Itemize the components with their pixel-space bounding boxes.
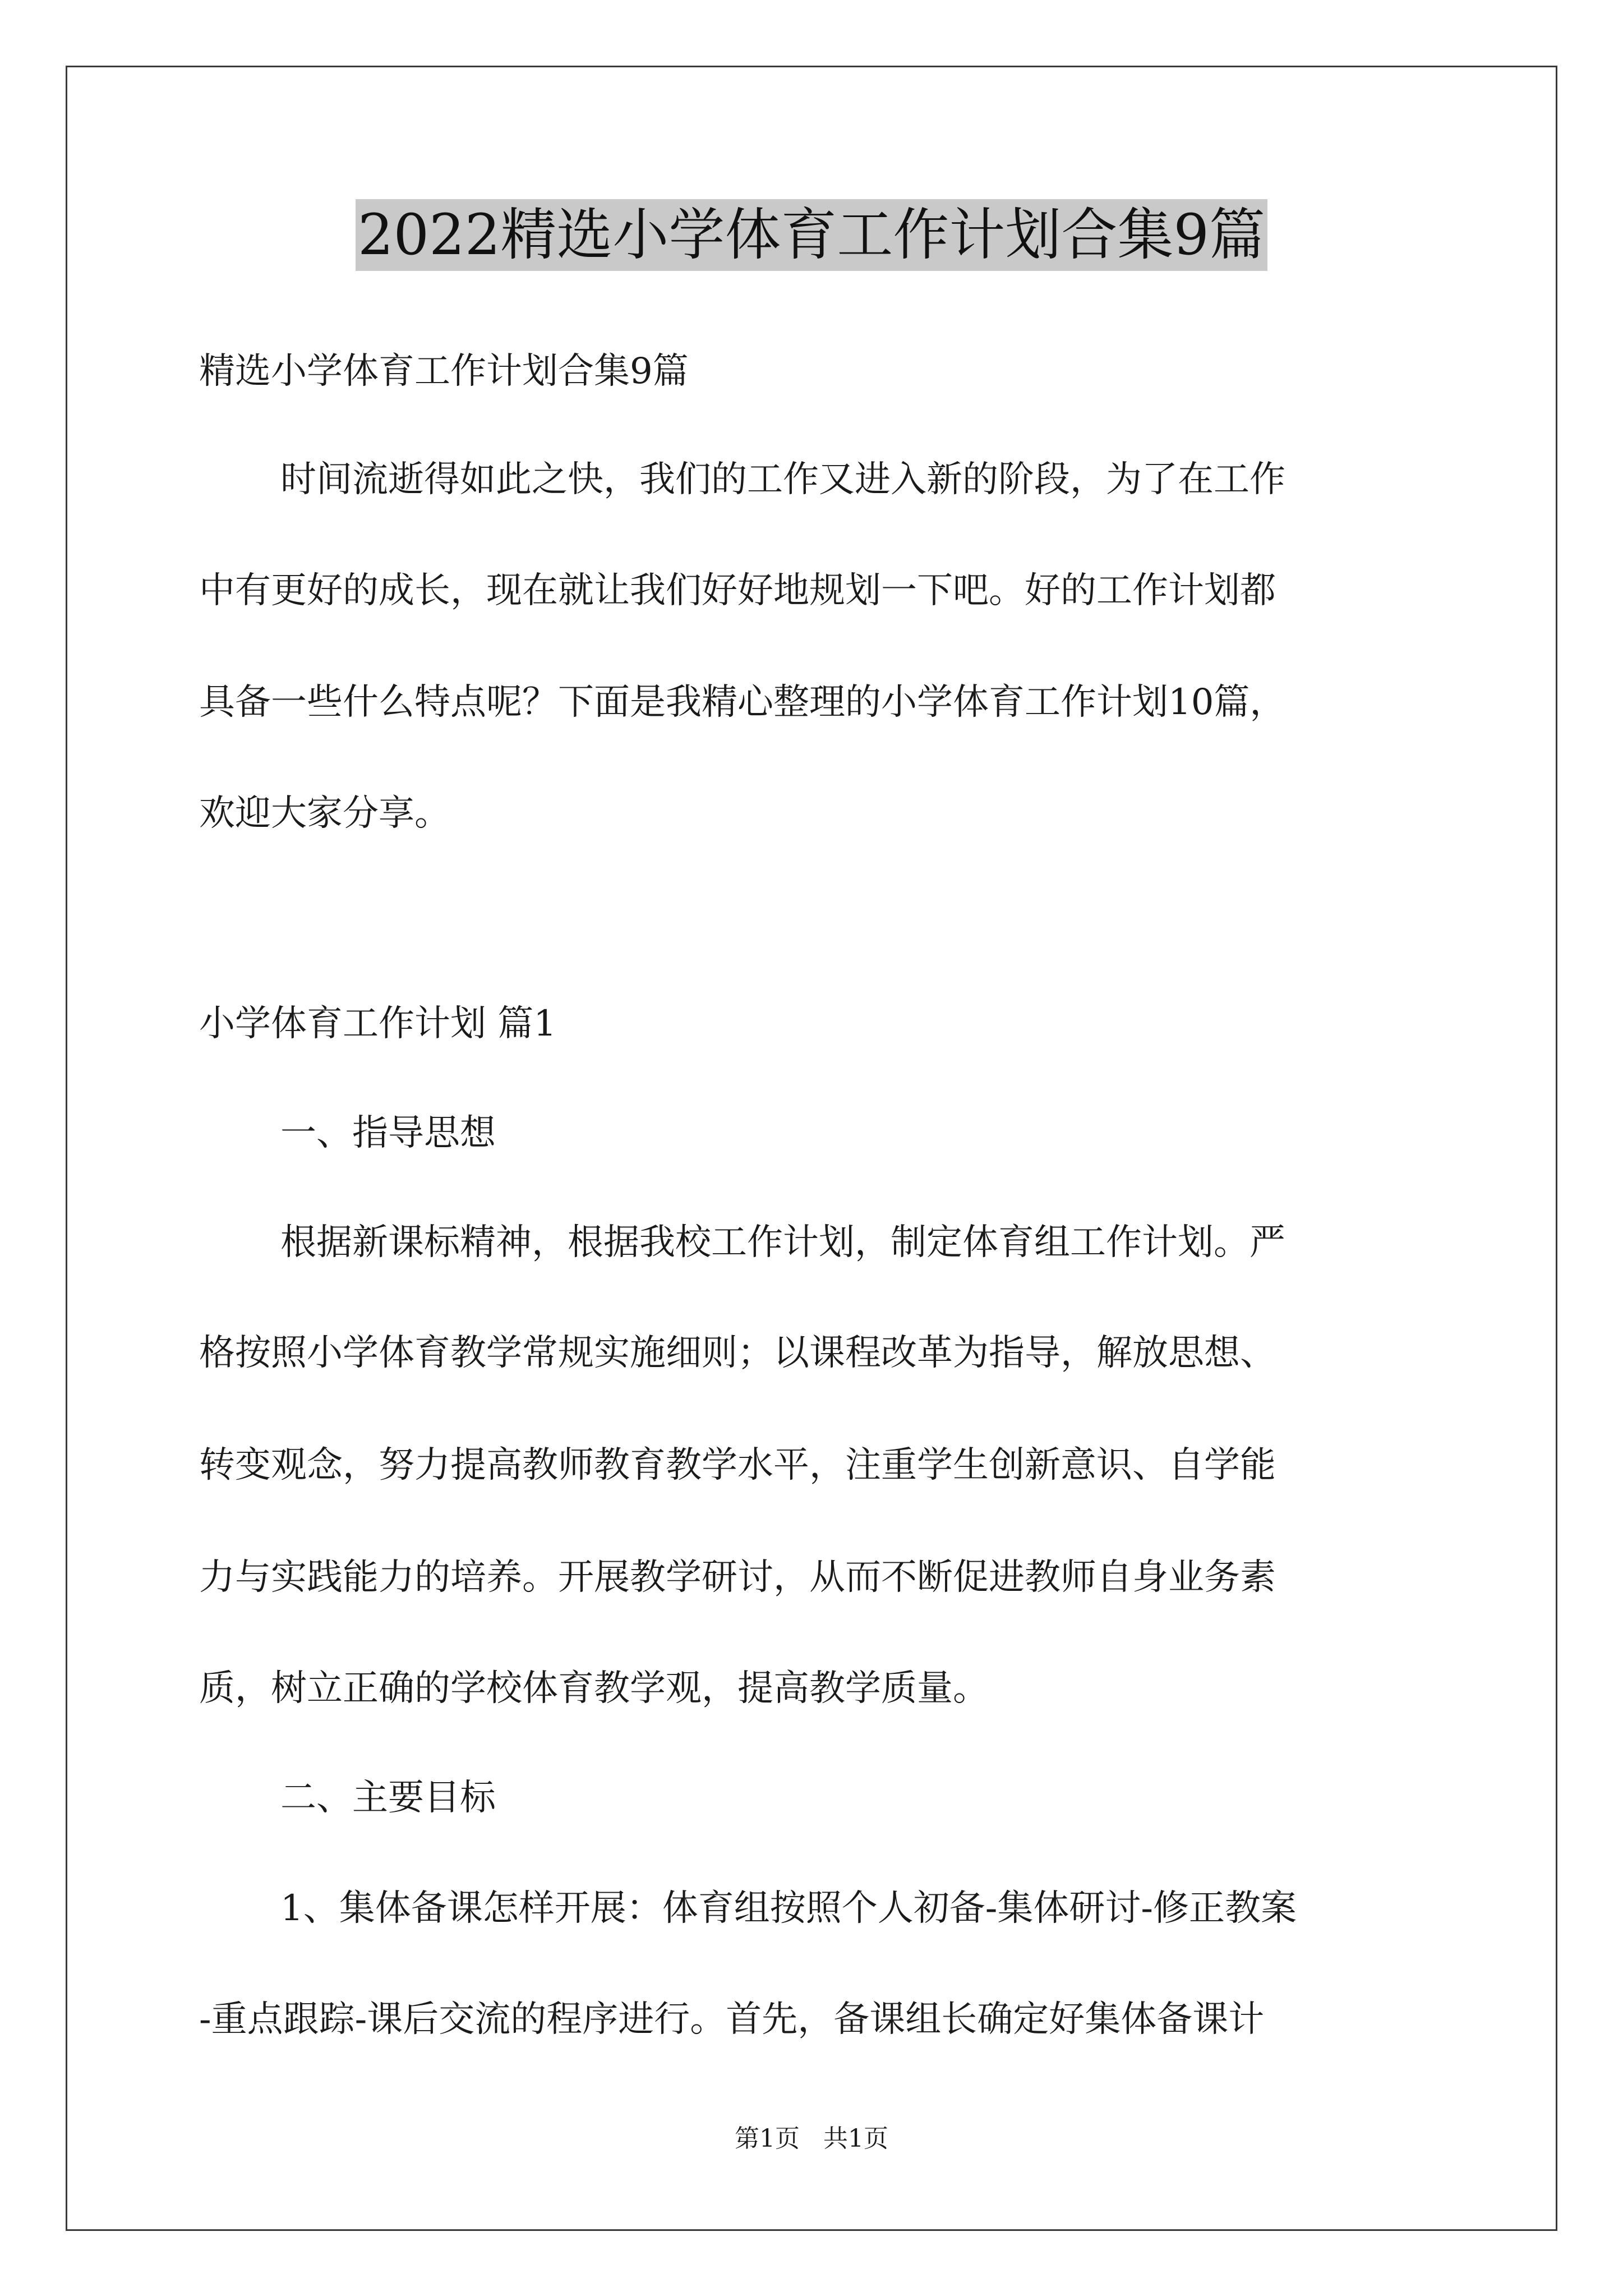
part2-line-1: 1、集体备课怎样开展：体育组按照个人初备-集体研讨-修正教案	[280, 1888, 1297, 1929]
document-title: 2022精选小学体育工作计划合集9篇	[356, 199, 1267, 271]
part1-line-1: 根据新课标精神，根据我校工作计划，制定体育组工作计划。严	[280, 1222, 1285, 1263]
intro-line-4: 欢迎大家分享。	[199, 793, 450, 834]
intro-line-2: 中有更好的成长，现在就让我们好好地规划一下吧。好的工作计划都	[199, 570, 1276, 611]
document-subtitle: 精选小学体育工作计划合集9篇	[199, 351, 689, 392]
part2-line-2: -重点跟踪-课后交流的程序进行。首先，备课组长确定好集体备课计	[199, 1999, 1265, 2040]
part1-line-2: 格按照小学体育教学常规实施细则；以课程改革为指导，解放思想、	[199, 1332, 1276, 1374]
intro-line-3: 具备一些什么特点呢？下面是我精心整理的小学体育工作计划10篇，	[199, 682, 1286, 723]
part1-line-3: 转变观念，努力提高教师教育教学水平，注重学生创新意识、自学能	[199, 1444, 1276, 1486]
page-footer	[0, 2123, 1623, 2155]
section-heading: 小学体育工作计划 篇1	[199, 1003, 557, 1045]
part2-heading: 二、主要目标	[280, 1777, 496, 1819]
part1-line-4: 力与实践能力的培养。开展教学研讨，从而不断促进教师自身业务素	[199, 1557, 1276, 1598]
part1-line-5: 质，树立正确的学校体育教学观，提高教学质量。	[199, 1668, 989, 1709]
page-number: 第1页	[735, 2124, 800, 2153]
part1-heading: 一、指导思想	[280, 1112, 496, 1154]
page-total: 共1页	[823, 2124, 888, 2153]
intro-line-1: 时间流逝得如此之快，我们的工作又进入新的阶段，为了在工作	[280, 459, 1285, 500]
title-container	[0, 199, 1623, 271]
